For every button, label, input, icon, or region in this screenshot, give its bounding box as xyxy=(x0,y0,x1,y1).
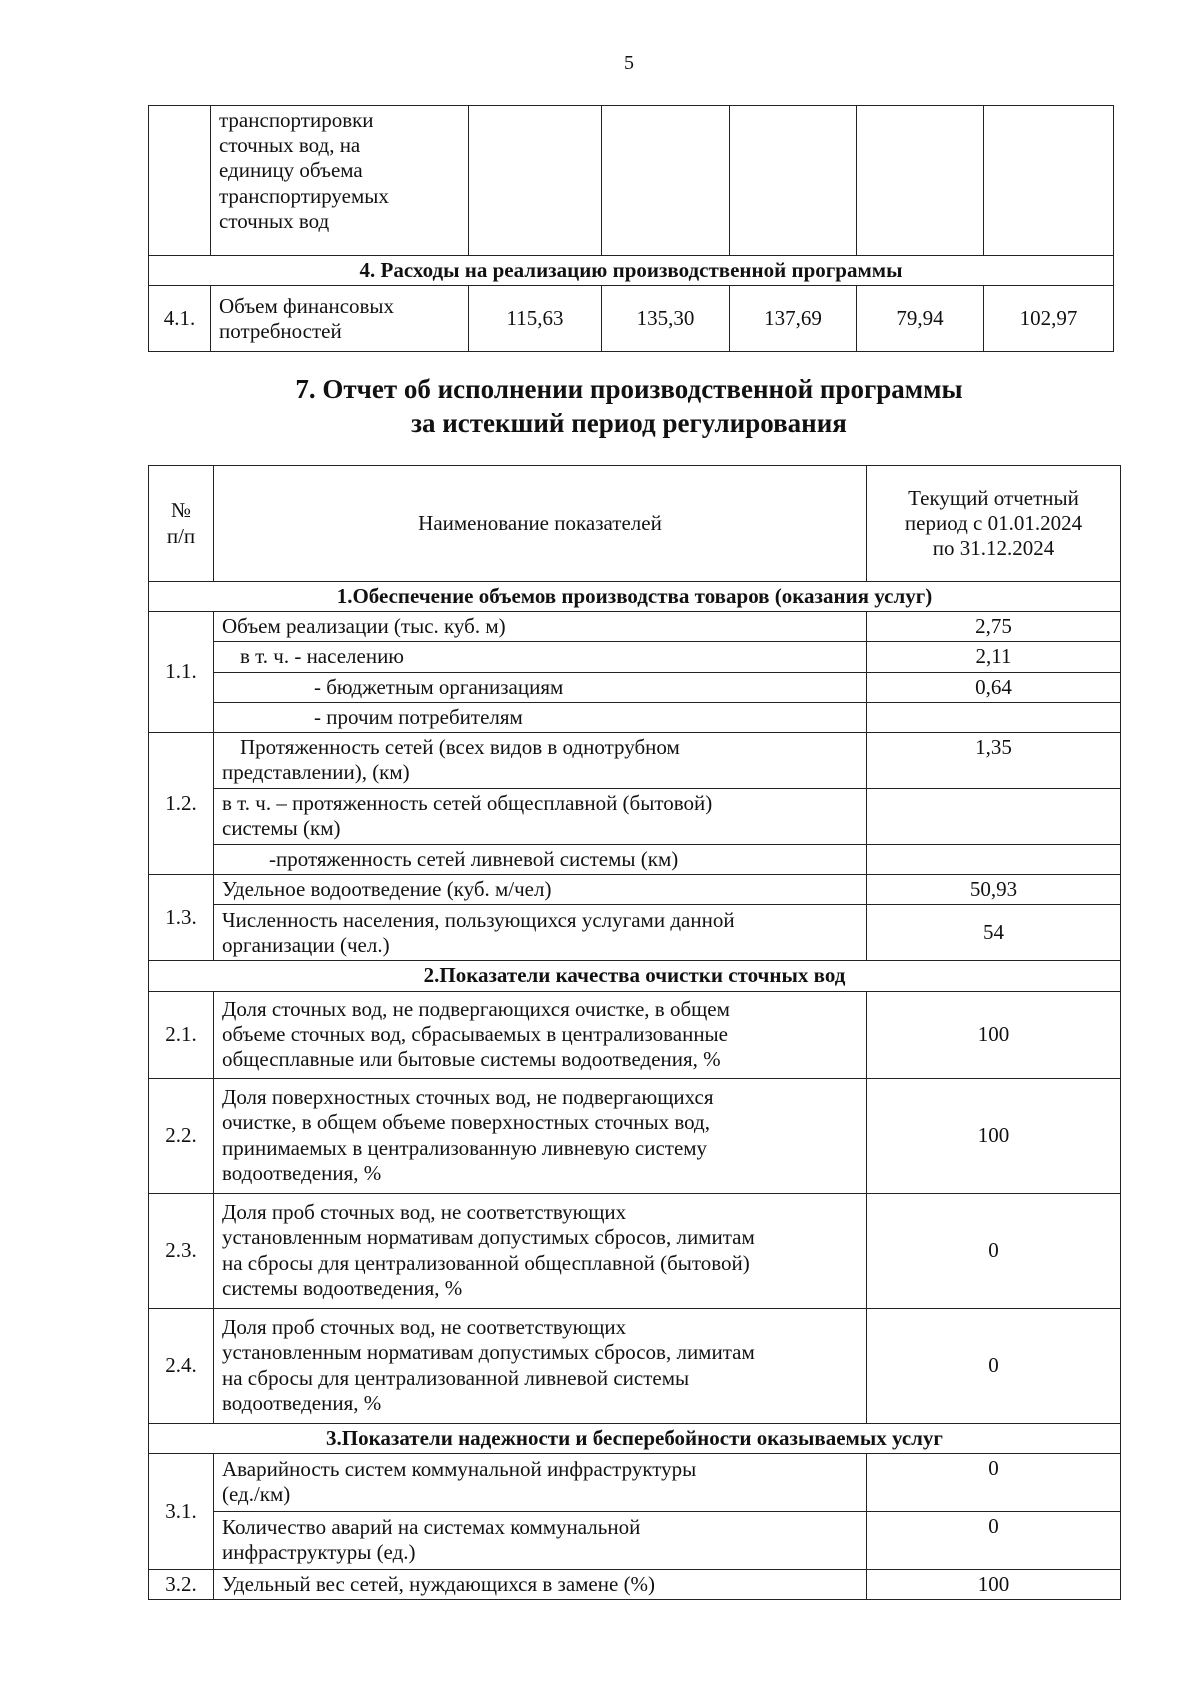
section-row xyxy=(149,1423,1121,1453)
value-cell: 0 xyxy=(867,1308,1121,1423)
value-cell: 0 xyxy=(867,1453,1121,1511)
row-number: 1.1. xyxy=(149,612,214,733)
table-row xyxy=(149,1193,1121,1308)
value-cell: 100 xyxy=(867,1078,1121,1193)
row-number: 4.1. xyxy=(149,286,211,352)
table-row xyxy=(149,1511,1121,1569)
row-name: Протяженность сетей (всех видов в однотрубном представлении), (км) xyxy=(214,732,867,788)
row-number: 1.2. xyxy=(149,732,214,874)
table-row xyxy=(149,788,1121,844)
row-name: Количество аварий на системах коммунальной инфраструктуры (ед.) xyxy=(214,1511,867,1569)
section-row xyxy=(149,961,1121,991)
report-table xyxy=(148,465,1121,1600)
value-cell: 0 xyxy=(867,1193,1121,1308)
value-cell: 115,63 xyxy=(469,286,602,352)
section-2-title: 2.Показатели качества очистки сточных вод xyxy=(149,961,1121,991)
row-name: - прочим потребителям xyxy=(214,702,867,732)
row-number: 3.1. xyxy=(149,1453,214,1569)
value-cell: 2,75 xyxy=(867,612,1121,642)
value-cell: 135,30 xyxy=(602,286,730,352)
row-name: Удельный вес сетей, нуждающихся в замене (%) xyxy=(214,1569,867,1599)
row-number: 2.1. xyxy=(149,991,214,1078)
row-name: Численность населения, пользующихся услугами данной организации (чел.) xyxy=(214,905,867,961)
value-cell: 54 xyxy=(867,905,1121,961)
row-name: Доля проб сточных вод, не соответствующих установленным нормативам допустимых сбросов, лимитам на сбросы для централизованной общесплавной (бытовой) системы водоотведения, % xyxy=(214,1193,867,1308)
continued-name-cell: транспортировки сточных вод, на единицу объема транспортируемых сточных вод xyxy=(211,106,469,256)
row-name: - бюджетным организациям xyxy=(214,672,867,702)
table-header-row xyxy=(149,466,1121,582)
table-row xyxy=(149,1308,1121,1423)
section-4-title: 4. Расходы на реализацию производственной программы xyxy=(149,256,1114,286)
table-row xyxy=(149,106,1114,256)
row-name: Доля проб сточных вод, не соответствующих установленным нормативам допустимых сбросов, лимитам на сбросы для централизованной ливневой системы водоотведения, % xyxy=(214,1308,867,1423)
table-row xyxy=(149,702,1121,732)
section-row xyxy=(149,582,1121,612)
previous-table xyxy=(148,105,1114,352)
value-cell: 79,94 xyxy=(857,286,984,352)
table-row xyxy=(149,1453,1121,1511)
value-cell: 2,11 xyxy=(867,642,1121,672)
value-cell xyxy=(867,788,1121,844)
value-cell: 0,64 xyxy=(867,672,1121,702)
row-number: 1.3. xyxy=(149,875,214,961)
table-row xyxy=(149,612,1121,642)
row-name: в т. ч. - населению xyxy=(214,642,867,672)
row-name: Доля поверхностных сточных вод, не подвергающихся очистке, в общем объеме поверхностных сточных вод, принимаемых в централизованную ливневую систему водоотведения, % xyxy=(214,1078,867,1193)
table-row xyxy=(149,732,1121,788)
value-cell: 1,35 xyxy=(867,732,1121,788)
row-name: Объем реализации (тыс. куб. м) xyxy=(214,612,867,642)
table-row xyxy=(149,905,1121,961)
row-name: Объем финансовых потребностей xyxy=(211,286,469,352)
value-cell: 100 xyxy=(867,1569,1121,1599)
value-cell: 137,69 xyxy=(730,286,857,352)
value-cell: 0 xyxy=(867,1511,1121,1569)
value-cell: 50,93 xyxy=(867,875,1121,905)
row-number: 2.3. xyxy=(149,1193,214,1308)
row-number: 2.2. xyxy=(149,1078,214,1193)
header-name: Наименование показателей xyxy=(214,466,867,582)
section-row xyxy=(149,256,1114,286)
row-name: в т. ч. – протяженность сетей общесплавной (бытовой) системы (км) xyxy=(214,788,867,844)
value-cell xyxy=(867,844,1121,874)
section-1-title: 1.Обеспечение объемов производства товаров (оказания услуг) xyxy=(149,582,1121,612)
table-row xyxy=(149,672,1121,702)
row-name: Аварийность систем коммунальной инфраструктуры (ед./км) xyxy=(214,1453,867,1511)
row-number: 2.4. xyxy=(149,1308,214,1423)
header-period: Текущий отчетный период с 01.01.2024 по 31.12.2024 xyxy=(867,466,1121,582)
section-heading: 7. Отчет об исполнении производственной программы за истекший период регулирования xyxy=(295,374,963,438)
table-row xyxy=(149,642,1121,672)
value-cell xyxy=(867,702,1121,732)
row-name: -протяженность сетей ливневой системы (км) xyxy=(214,844,867,874)
row-name: Удельное водоотведение (куб. м/чел) xyxy=(214,875,867,905)
table-row xyxy=(149,1569,1121,1599)
header-number: № п/п xyxy=(149,466,214,582)
page-number: 5 xyxy=(624,52,634,74)
section-3-title: 3.Показатели надежности и бесперебойности оказываемых услуг xyxy=(149,1423,1121,1453)
table-row xyxy=(149,991,1121,1078)
table-row xyxy=(149,1078,1121,1193)
table-row xyxy=(149,286,1114,352)
table-row xyxy=(149,844,1121,874)
table-row xyxy=(149,875,1121,905)
value-cell: 102,97 xyxy=(984,286,1114,352)
row-name: Доля сточных вод, не подвергающихся очистке, в общем объеме сточных вод, сбрасываемых в централизованные общесплавные или бытовые системы водоотведения, % xyxy=(214,991,867,1078)
value-cell: 100 xyxy=(867,991,1121,1078)
row-number: 3.2. xyxy=(149,1569,214,1599)
